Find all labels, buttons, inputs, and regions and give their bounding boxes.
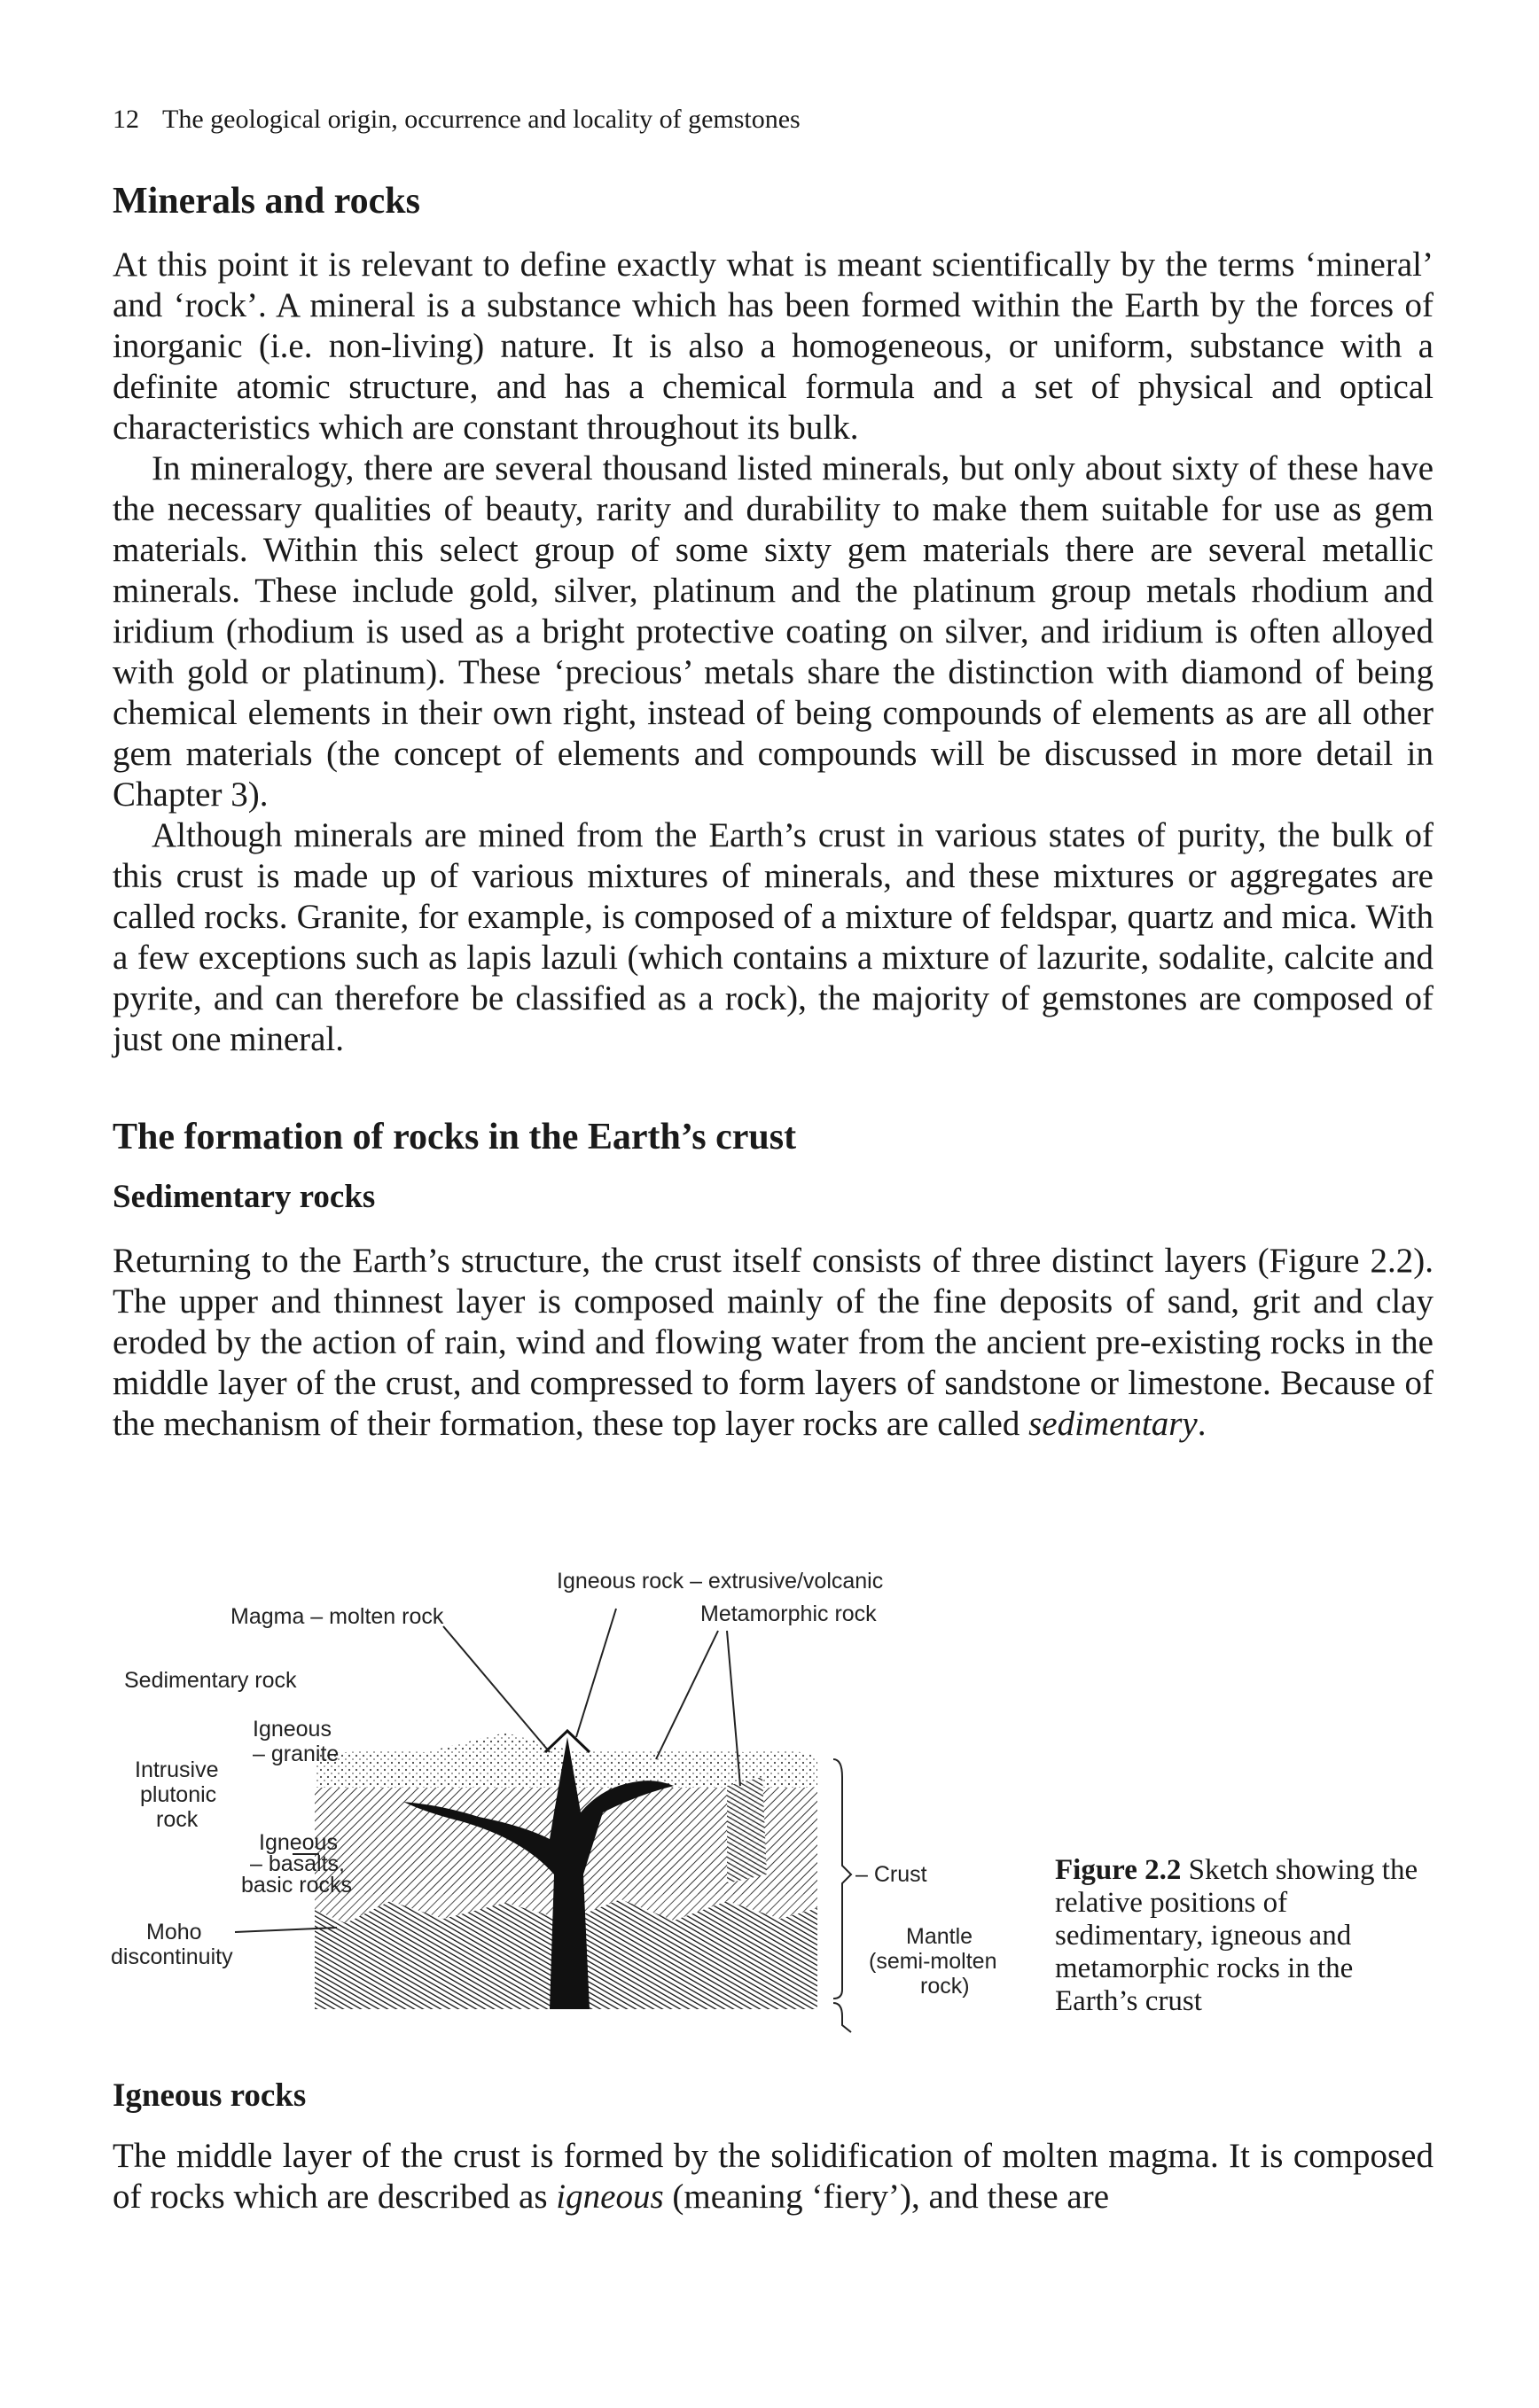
figure-caption-text: Sketch showing the relative positions of sedimentary, igneous and metamorphic rocks in the Earth’s crust [1055,1854,1418,2017]
label-igneous-granite-line1: Igneous [253,1717,332,1742]
label-mantle-line2: (semi-molten [869,1949,997,1974]
metamorphic-zone [727,1777,767,1883]
figure-caption [1055,1854,1436,2018]
paragraph-sedimentary-end: . [1197,1405,1207,1443]
running-head [113,105,801,135]
label-igneous-basalts [241,1830,352,1898]
earth-crust-layers [315,1731,817,2009]
label-mantle [869,1924,996,1999]
label-metamorphic: Metamorphic rock [700,1601,877,1626]
label-sedimentary: Sedimentary rock [124,1668,297,1693]
label-crust: – Crust [855,1862,927,1887]
label-intrusive-line1: Intrusive [135,1757,219,1782]
paragraph-igneous-text: The middle layer of the crust is formed by the solidification of molten magma. It is composed of rocks which are described as [113,2137,1434,2216]
term-sedimentary: sedimentary [1028,1405,1198,1443]
label-basalt-line3: basic rocks [241,1873,353,1898]
heading-minerals-and-rocks: Minerals and rocks [113,181,420,222]
label-basalt-line1: Igneous [259,1830,338,1855]
paragraph-sedimentary-text: Returning to the Earth’s structure, the crust itself consists of three distinct layers (Figure 2.2). The upper and thinnest layer is composed mainly of the fine deposits of sand, grit and clay eroded by the action of rain, wind and flowing water from the ancient pre-existing rocks in the middle layer of the crust, and compressed to form layers of sandstone or limestone. Because of the mechanism of their formation, these top layer rocks are called [113,1242,1434,1443]
label-magma: Magma – molten rock [230,1604,444,1629]
label-igneous-granite [253,1717,339,1766]
term-igneous: igneous [556,2178,664,2216]
paragraph-minerals-3: Although minerals are mined from the Earth’s crust in various states of purity, the bulk of this crust is made up of various mixtures of minerals, and these mixtures or aggregates are called rocks. Granite, for example, is composed of a mixture of feldspar, quartz and mica. With a few exceptions such as lapis lazuli (which contains a mixture of lazurite, sodalite, calcite and pyrite, and can therefore be classified as a rock), the majority of gemstones are composed of just one mineral. [113,816,1434,1058]
paragraph-minerals-2: In mineralogy, there are several thousand listed minerals, but only about sixty of these have the necessary qualities of beauty, rarity and durability to make them suitable for use as gem materials. Within this select group of some sixty gem materials there are several metallic minerals. These include gold, silver, platinum and the platinum group metals rhodium and iridium (rhodium is used as a bright protective coating on silver, and iridium is often alloyed with gold or platinum). These ‘precious’ metals share the distinction with diamond of being chemical elements in their own right, instead of being compounds of elements as are all other gem materials (the concept of elements and compounds will be discussed in more detail in Chapter 3). [113,449,1434,814]
label-intrusive-plutonic [135,1757,218,1832]
running-title: The geological origin, occurrence and locality of gemstones [162,105,801,134]
figure-caption-label: Figure 2.2 [1055,1854,1182,1886]
label-intrusive-line3: rock [156,1807,199,1832]
page-number: 12 [113,105,139,134]
label-moho [111,1920,233,1969]
label-intrusive-line2: plutonic [140,1782,217,1807]
paragraph-minerals-1: At this point it is relevant to define exactly what is meant scientifically by the terms ‘mineral’ and ‘rock’. A mineral is a substance which has been formed within the Earth by the forces of inorganic (i.e. non-living) nature. It is also a homogeneous, or uniform, substance with a definite atomic structure, and has a chemical formula and a set of physical and optical characteristics which are constant throughout its bulk. [113,245,1434,447]
figure-2-2-diagram [106,1520,1064,2034]
paragraph-igneous [113,2136,1434,2217]
label-mantle-line3: rock) [920,1974,970,1999]
heading-sedimentary-rocks: Sedimentary rocks [113,1179,376,1215]
label-mantle-line1: Mantle [906,1924,973,1949]
heading-igneous-rocks: Igneous rocks [113,2077,307,2114]
paragraph-sedimentary [113,1241,1434,1445]
paragraph-igneous-end: (meaning ‘fiery’), and these are [663,2178,1110,2216]
heading-formation-of-rocks: The formation of rocks in the Earth’s crust [113,1117,797,1157]
label-igneous-extrusive: Igneous rock – extrusive/volcanic [557,1569,884,1594]
label-igneous-granite-line2: – granite [253,1742,340,1766]
label-basalt-line2: – basalts, [250,1851,346,1876]
label-moho-line1: Moho [146,1920,202,1944]
label-moho-line2: discontinuity [111,1944,233,1969]
